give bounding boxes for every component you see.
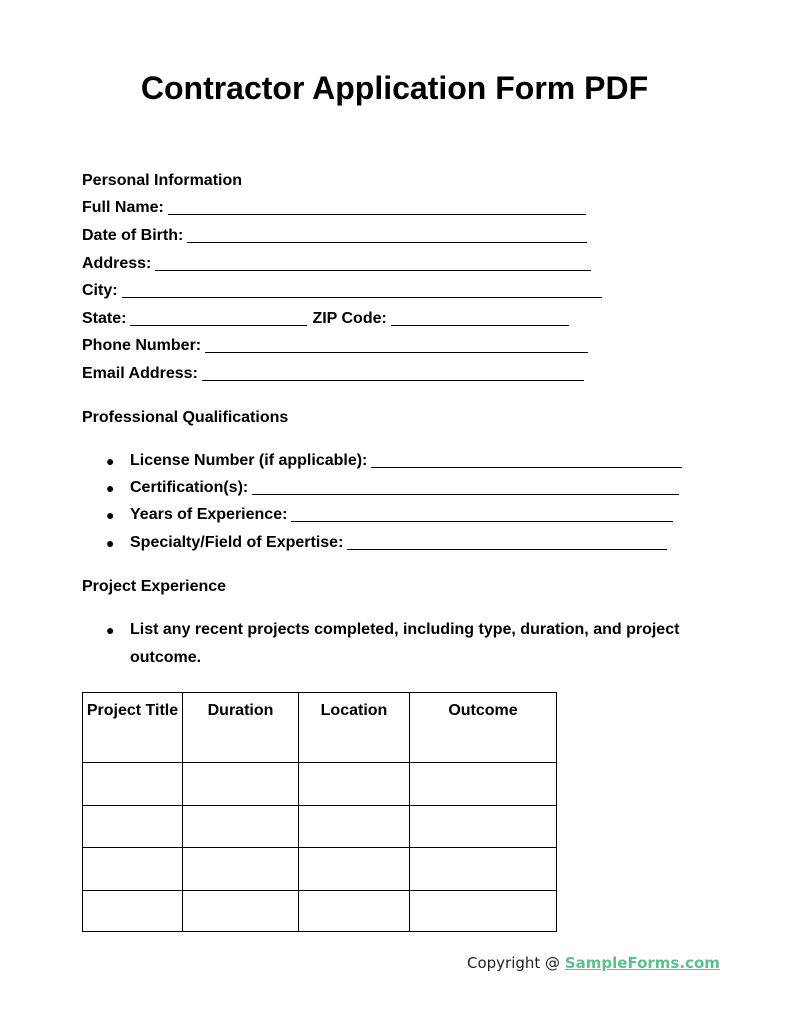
field-label: Certification(s): — [130, 479, 249, 496]
table-cell[interactable] — [299, 848, 410, 891]
project-instruction — [106, 620, 680, 640]
instruction-text: List any recent projects completed, including type, duration, and project — [130, 621, 680, 638]
header-outcome: Outcome — [410, 693, 557, 763]
field-label: City: — [82, 282, 118, 299]
field-label: Date of Birth: — [82, 227, 184, 244]
dob-field — [82, 226, 587, 246]
table-cell[interactable] — [410, 848, 557, 891]
full-name-input-line[interactable] — [168, 198, 586, 215]
city-input-line[interactable] — [122, 281, 602, 298]
table-cell[interactable] — [83, 763, 183, 806]
zip-input-line[interactable] — [391, 309, 569, 326]
header-location: Location — [299, 693, 410, 763]
state-input-line[interactable] — [130, 309, 307, 326]
field-label: Years of Experience: — [130, 506, 288, 523]
bullet-icon: ● — [106, 622, 115, 638]
table-cell[interactable] — [299, 806, 410, 848]
page-title: Contractor Application Form PDF — [140, 70, 649, 106]
table-cell[interactable] — [410, 763, 557, 806]
table-cell[interactable] — [299, 891, 410, 932]
heading-text: Project Experience — [82, 578, 227, 595]
email-input-line[interactable] — [202, 364, 584, 381]
address-input-line[interactable] — [155, 254, 591, 271]
email-field — [82, 364, 584, 384]
section-heading-personal — [82, 171, 242, 191]
field-label: ZIP Code: — [312, 310, 387, 327]
copyright-text: Copyright @ — [467, 954, 565, 972]
table-cell[interactable] — [410, 891, 557, 932]
field-label: Phone Number: — [82, 337, 202, 354]
table-cell[interactable] — [83, 848, 183, 891]
experience-input-line[interactable] — [291, 505, 673, 522]
dob-input-line[interactable] — [187, 226, 587, 243]
table-cell[interactable] — [83, 891, 183, 932]
full-name-field — [82, 198, 586, 218]
table-row — [83, 763, 557, 806]
section-heading-projects — [82, 577, 226, 597]
table-row — [83, 806, 557, 848]
table-cell[interactable] — [299, 763, 410, 806]
experience-years-field — [106, 505, 673, 525]
field-label: Specialty/Field of Expertise: — [130, 534, 344, 551]
bullet-icon: ● — [106, 453, 115, 469]
bullet-icon: ● — [106, 507, 115, 523]
specialty-input-line[interactable] — [347, 533, 667, 550]
heading-text: Personal Information — [82, 172, 243, 189]
instruction-text: outcome. — [130, 649, 202, 666]
field-label: Full Name: — [82, 199, 164, 216]
field-label: Address: — [82, 255, 152, 272]
address-field — [82, 254, 591, 274]
table-cell[interactable] — [83, 806, 183, 848]
field-label: License Number (if applicable): — [130, 452, 368, 469]
field-label: Email Address: — [82, 365, 198, 382]
license-input-line[interactable] — [371, 451, 682, 468]
heading-text: Professional Qualifications — [82, 409, 289, 426]
city-field — [82, 281, 602, 301]
license-field — [106, 451, 682, 471]
table-row — [83, 891, 557, 932]
table-cell[interactable] — [183, 806, 299, 848]
table-header-row — [83, 693, 557, 763]
phone-field — [82, 336, 588, 356]
sampleforms-link[interactable]: SampleForms.com — [564, 954, 720, 972]
footer-copyright — [467, 954, 720, 972]
state-zip-field — [82, 309, 569, 329]
specialty-field — [106, 533, 667, 553]
certification-input-line[interactable] — [252, 478, 679, 495]
phone-input-line[interactable] — [205, 336, 588, 353]
field-label: State: — [82, 310, 127, 327]
header-project-title: Project Title — [83, 693, 183, 763]
bullet-icon: ● — [106, 480, 115, 496]
table-cell[interactable] — [183, 763, 299, 806]
table-cell[interactable] — [410, 806, 557, 848]
table-cell[interactable] — [183, 848, 299, 891]
header-duration: Duration — [183, 693, 299, 763]
table-cell[interactable] — [183, 891, 299, 932]
table-row — [83, 848, 557, 891]
project-instruction-cont — [130, 648, 201, 668]
section-heading-qualifications — [82, 408, 288, 428]
certification-field — [106, 478, 679, 498]
project-table — [82, 692, 557, 932]
bullet-icon: ● — [106, 535, 115, 551]
